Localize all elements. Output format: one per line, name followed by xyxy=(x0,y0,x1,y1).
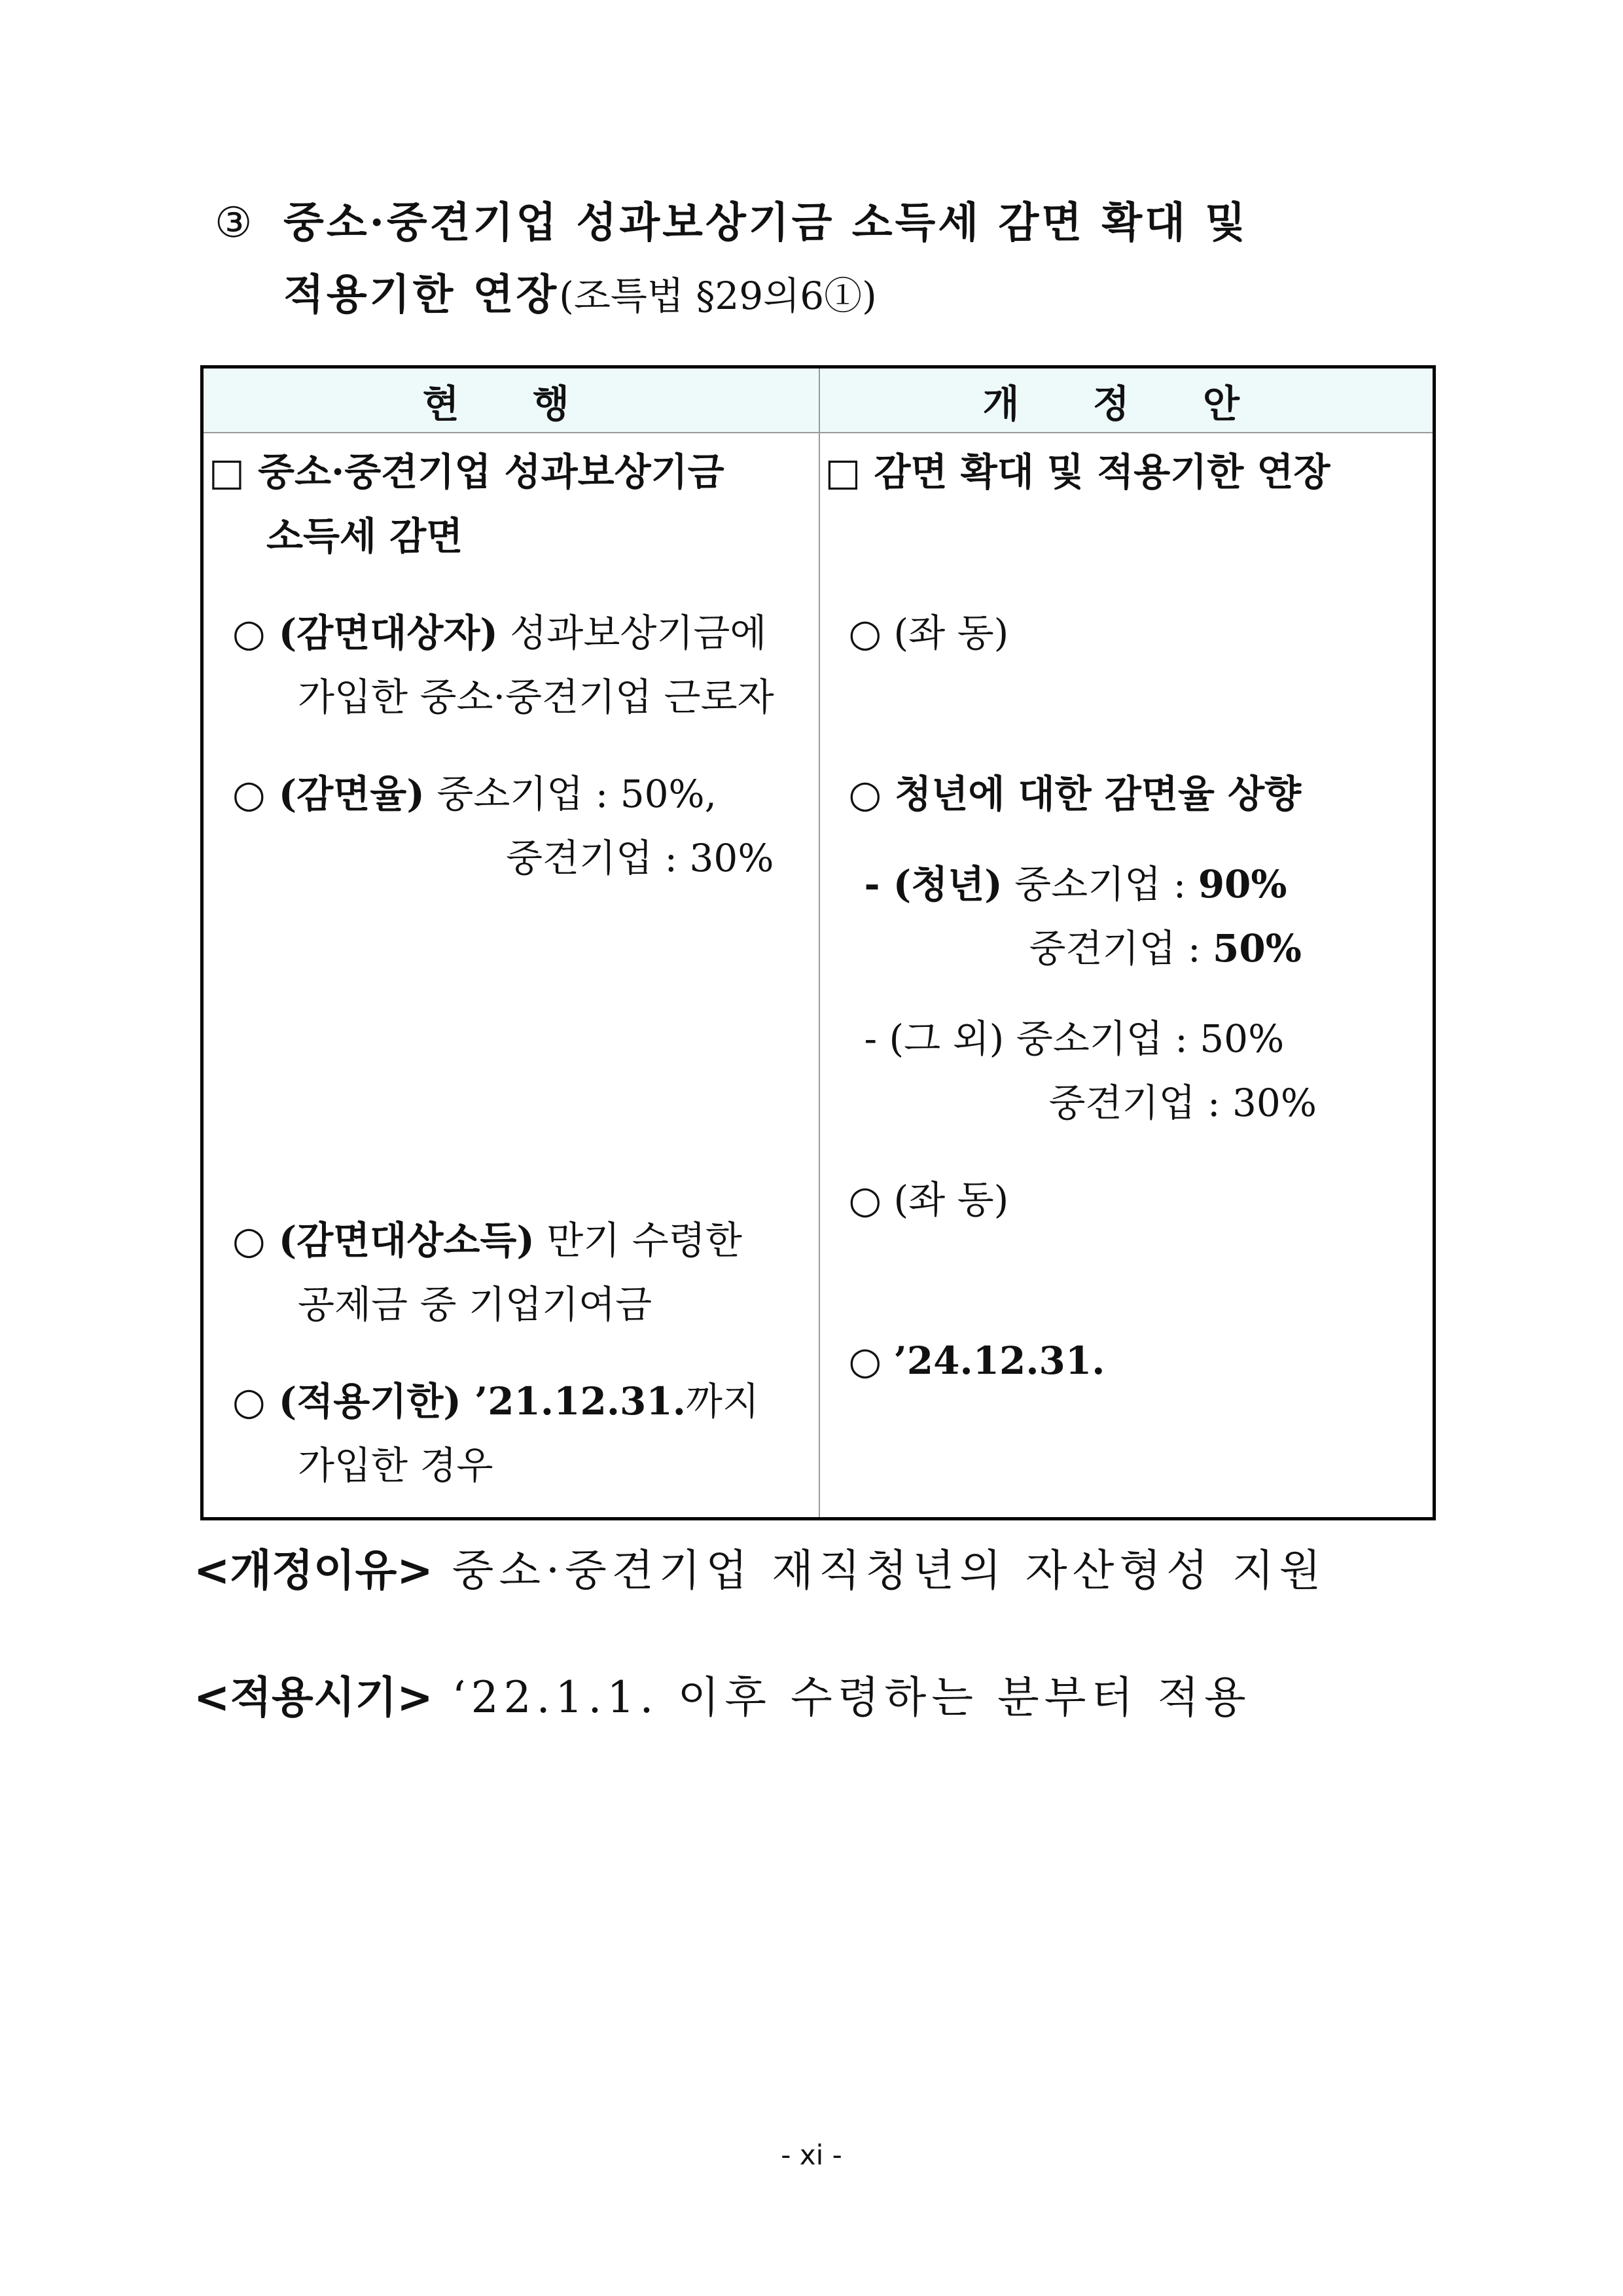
sub-cont-text: 중견기업 : xyxy=(1029,926,1213,971)
effective-text: ‘22.1.1. 이후 수령하는 분부터 적용 xyxy=(433,1672,1251,1723)
sub-value: 90% xyxy=(1198,862,1287,906)
item-label: ○ (감면대상자) xyxy=(232,611,498,655)
proposed-item-income: ○ (좌 동) xyxy=(848,1177,1009,1222)
effective-label: <적용시기> xyxy=(194,1672,433,1723)
current-column xyxy=(202,433,819,1519)
proposed-sub-youth xyxy=(825,852,1428,980)
item-date: ’21.12.31. xyxy=(461,1379,686,1424)
current-box-title-cont: 소득세 감면 xyxy=(266,514,463,558)
reason-text: 중소·중견기업 재직청년의 자산형성 지원 xyxy=(433,1545,1327,1596)
sub-text: 중소기업 : 50% xyxy=(1004,1016,1285,1061)
item-cont: 가입한 경우 xyxy=(298,1443,493,1488)
proposed-item-target: ○ (좌 동) xyxy=(848,611,1009,655)
item-text: 중소기업 : 50%, xyxy=(424,772,717,816)
current-item-rate xyxy=(209,762,813,890)
item-date: ’24.12.31. xyxy=(893,1338,1105,1383)
proposed-box-title: □ 감면 확대 및 적용기한 연장 xyxy=(825,450,1330,494)
section-number: ③ xyxy=(215,199,253,247)
sub-cont-value: 50% xyxy=(1213,926,1302,971)
current-item-income xyxy=(209,1208,813,1336)
header-current: 현 행 xyxy=(202,367,819,433)
sub-label: - (그 외) xyxy=(864,1016,1005,1061)
sub-label: - (청년) xyxy=(864,862,1003,906)
item-cont: 가입한 중소·중견기업 근로자 xyxy=(298,675,774,719)
amendment-reason xyxy=(194,1535,1326,1598)
current-item-target xyxy=(209,601,813,729)
effective-date xyxy=(194,1662,1251,1725)
item-text: 만기 수령한 xyxy=(534,1218,742,1263)
proposed-column xyxy=(819,433,1435,1519)
section-heading xyxy=(215,187,1248,332)
table-body-row xyxy=(202,433,1435,1519)
item-label: ○ (적용기한) xyxy=(232,1379,461,1424)
current-item-deadline xyxy=(209,1369,813,1498)
sub-text: 중소기업 : xyxy=(1002,862,1198,906)
proposed-item-rate: ○ 청년에 대한 감면율 상향 xyxy=(848,772,1302,816)
proposed-item-deadline xyxy=(825,1329,1428,1393)
item-cont: 중견기업 : 30% xyxy=(506,836,774,880)
table-header-row xyxy=(202,367,1435,433)
heading-line1: 중소·중견기업 성과보상기금 소득세 감면 확대 및 xyxy=(283,198,1249,247)
item-text: 성과보상기금에 xyxy=(497,611,767,655)
page-number: - xi - xyxy=(781,2139,842,2171)
item-prefix: ○ xyxy=(848,1338,894,1383)
comparison-table xyxy=(200,365,1436,1520)
heading-line2: 적용기한 연장 xyxy=(283,270,560,319)
item-text: 까지 xyxy=(685,1379,759,1424)
item-label: ○ (감면율) xyxy=(232,772,425,816)
proposed-sub-others xyxy=(825,1007,1428,1135)
current-box-title: □ 중소·중견기업 성과보상기금 xyxy=(209,450,724,494)
item-cont: 공제금 중 기업기여금 xyxy=(298,1282,652,1327)
sub-cont: 중견기업 : 30% xyxy=(1048,1081,1317,1125)
item-label: ○ (감면대상소득) xyxy=(232,1218,535,1263)
heading-reference: (조특법 §29의6①) xyxy=(559,274,877,318)
header-proposed: 개 정 안 xyxy=(819,367,1435,433)
reason-label: <개정이유> xyxy=(194,1545,433,1596)
